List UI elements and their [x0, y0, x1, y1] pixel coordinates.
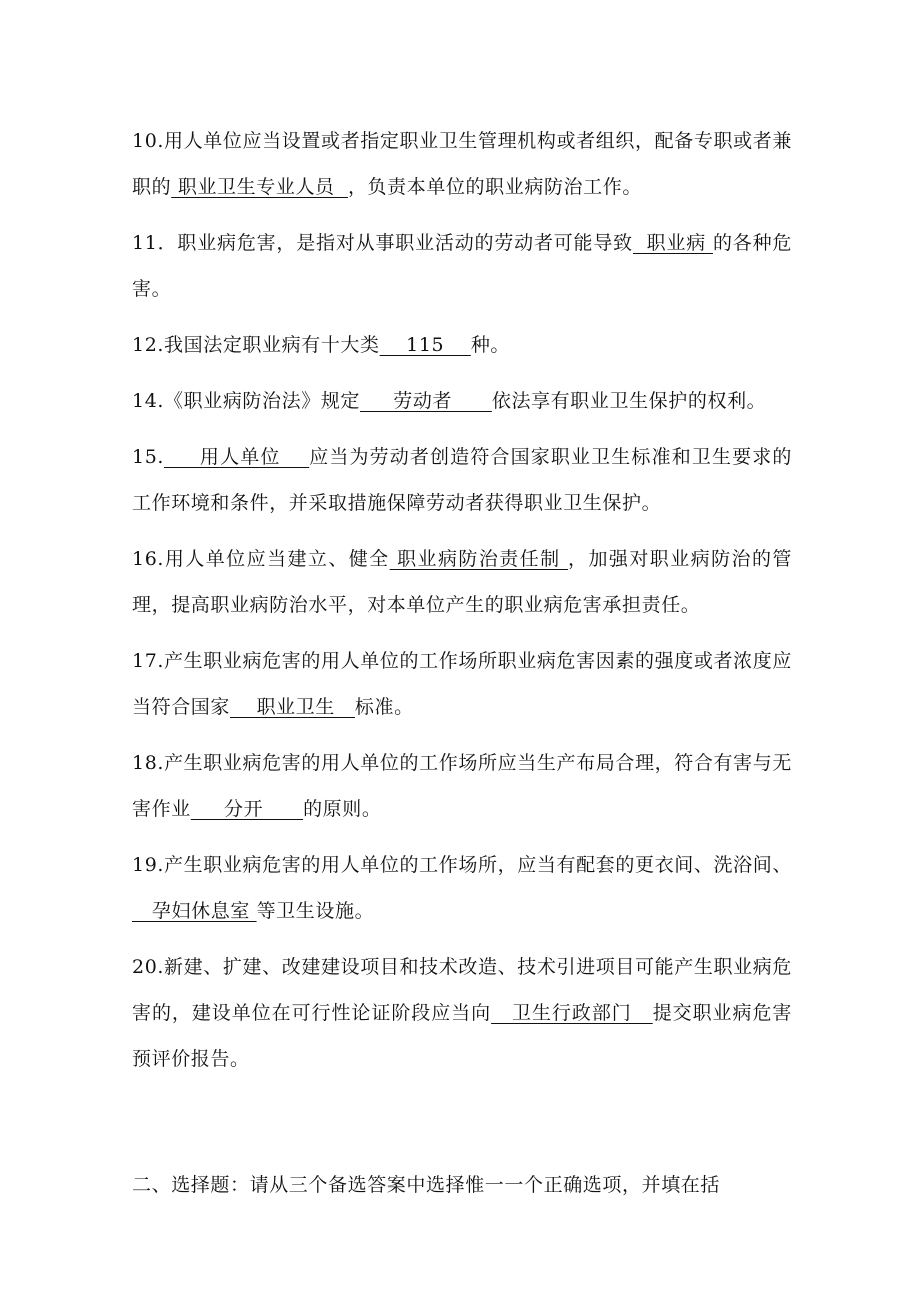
question-text: 种。	[470, 334, 511, 356]
question-text: 16.用人单位应当建立、健全	[132, 548, 390, 570]
question-16	[132, 536, 792, 628]
answer-blank: 用人单位	[164, 446, 310, 468]
question-text: 11．职业病危害，是指对从事职业活动的劳动者可能导致	[132, 232, 633, 254]
question-text: 依法享有职业卫生保护的权利。	[491, 390, 767, 412]
question-text: 的原则。	[303, 798, 382, 820]
question-15	[132, 434, 792, 526]
question-10	[132, 118, 792, 210]
section-two-heading: 二、选择题：请从三个备选答案中选择惟一一个正确选项，并填在括	[132, 1174, 721, 1196]
answer-blank: 分开	[190, 798, 304, 820]
answer-blank: 115	[379, 334, 471, 356]
question-12	[132, 322, 792, 368]
question-text: 12.我国法定职业病有十大类	[132, 334, 380, 356]
question-11	[132, 220, 792, 312]
answer-blank: 职业病防治责任制	[389, 548, 569, 570]
question-text: 的各种危害。	[132, 232, 792, 300]
question-text: 等卫生设施。	[256, 900, 375, 922]
question-text: 提交职业病危害预评价报告。	[132, 1002, 792, 1070]
question-text: 标准。	[354, 696, 414, 718]
question-text: 19.产生职业病危害的用人单位的工作场所，应当有配套的更衣间、洗浴间、	[132, 854, 792, 876]
answer-blank: 卫生行政部门	[491, 1002, 653, 1024]
answer-blank: 职业卫生专业人员	[171, 176, 348, 198]
document-page	[132, 118, 792, 1218]
question-text: ，加强对职业病防治的管理，提高职业病防治水平，对本单位产生的职业病危害承担责任。	[132, 548, 792, 616]
question-text: ，负责本单位的职业病防治工作。	[347, 176, 642, 198]
question-text: 14.《职业病防治法》规定	[132, 390, 361, 412]
answer-blank: 劳动者	[360, 390, 492, 412]
question-text: 15.	[132, 446, 165, 468]
question-text: 17.产生职业病危害的用人单位的工作场所职业病危害因素的强度或者浓度应当符合国家	[132, 650, 792, 718]
question-18	[132, 740, 792, 832]
answer-blank: 职业病	[632, 232, 713, 254]
question-19	[132, 842, 792, 934]
answer-blank: 职业卫生	[230, 696, 355, 718]
question-20	[132, 944, 792, 1082]
question-text: 应当为劳动者创造符合国家职业卫生标准和卫生要求的工作环境和条件，并采取措施保障劳动者获得职业卫生保护。	[132, 446, 793, 514]
section-spacer	[132, 1092, 792, 1162]
question-text: 18.产生职业病危害的用人单位的工作场所应当生产布局合理，符合有害与无害作业	[132, 752, 792, 820]
question-14	[132, 378, 792, 424]
question-text: 10.用人单位应当设置或者指定职业卫生管理机构或者组织，配备专职或者兼职的	[132, 130, 792, 198]
answer-blank: 孕妇休息室	[132, 900, 257, 922]
question-text: 20.新建、扩建、改建建设项目和技术改造、技术引进项目可能产生职业病危害的，建设单位在可行性论证阶段应当向	[132, 956, 792, 1024]
question-17	[132, 638, 792, 730]
